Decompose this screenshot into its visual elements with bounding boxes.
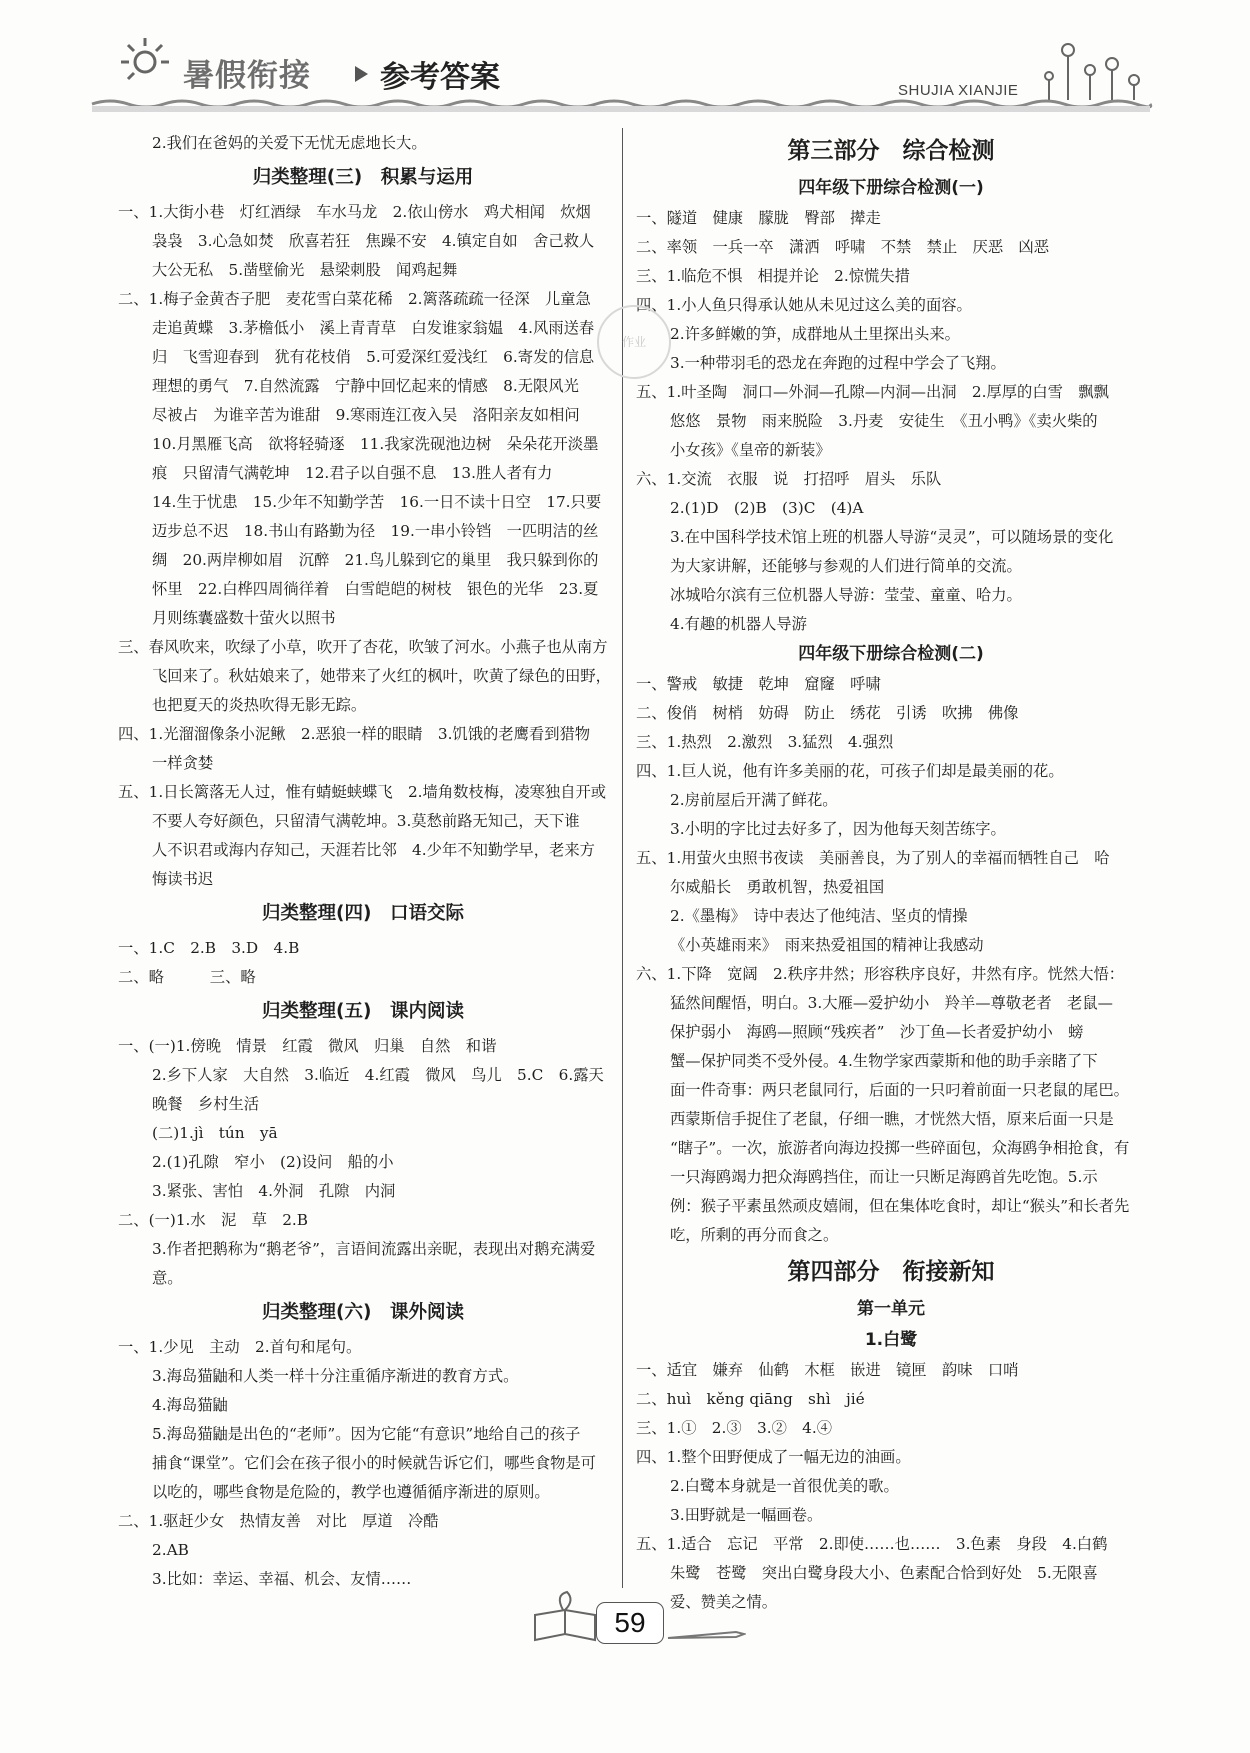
answer-line: 小女孩》《皇帝的新装》 <box>670 441 831 459</box>
answer-line: 一、(一)1.傍晚 情景 红霞 微风 归巢 自然 和谐 <box>118 1037 497 1055</box>
answer-line: 3.紧张、害怕 4.外洞 孔隙 内洞 <box>152 1182 396 1200</box>
answer-line: 2.许多鲜嫩的笋，成群地从土里探出头来。 <box>670 325 960 343</box>
answer-line: 3.作者把鹅称为“鹅老爷”，言语间流露出亲昵，表现出对鹅充满爱 <box>152 1240 596 1258</box>
section-heading: 第一单元 <box>857 1299 925 1319</box>
answer-line: 绸 20.两岸柳如眉 沉醉 21.鸟儿躲到它的巢里 我只躲到你的 <box>152 551 599 569</box>
answer-line: 悠悠 景物 雨来脱险 3.丹麦 安徒生 《丑小鸭》《卖火柴的 <box>670 412 1098 430</box>
answer-line: 3.一种带羽毛的恐龙在奔跑的过程中学会了飞翔。 <box>670 354 1006 372</box>
answer-line: 2.我们在爸妈的关爱下无忧无虑地长大。 <box>152 134 427 152</box>
sun-icon <box>121 38 169 79</box>
answer-line: 14.生于忧患 15.少年不知勤学苦 16.一日不读十日空 17.只要 <box>152 493 602 511</box>
section-heading: 四年级下册综合检测(二) <box>798 644 984 664</box>
answer-line: 理想的勇气 7.自然流露 宁静中回忆起来的情感 8.无限风光 <box>152 377 579 395</box>
answer-line: 一、1.C 2.B 3.D 4.B <box>118 939 300 957</box>
answer-line: 2.(1)D (2)B (3)C (4)A <box>670 499 864 517</box>
answer-line: 例：猴子平素虽然顽皮嬉闹，但在集体吃食时，却让“猴头”和长者先 <box>670 1197 1130 1215</box>
section-heading: 归类整理(三) 积累与运用 <box>252 167 474 188</box>
section-title: 参考答案 <box>380 60 500 95</box>
section-heading: 第四部分 衔接新知 <box>787 1259 995 1285</box>
answer-line: 六、1.下降 宽阔 2.秩序井然；形容秩序良好，井然有序。恍然大悟： <box>636 965 1125 983</box>
answer-line: 2.(1)孔隙 窄小 (2)设问 船的小 <box>152 1153 394 1171</box>
answer-line: 怀里 22.白桦四周徜徉着 白雪皑皑的树枝 银色的光华 23.夏 <box>152 580 599 598</box>
answer-line: 三、1.热烈 2.激烈 3.猛烈 4.强烈 <box>636 733 894 751</box>
answer-line: 二、率领 一兵一卒 潇洒 呼啸 不禁 禁止 厌恶 凶恶 <box>636 238 1050 256</box>
answer-line: 一、警戒 敏捷 乾坤 窟窿 呼啸 <box>636 675 881 693</box>
answer-line: 2.白鹭本身就是一首很优美的歌。 <box>670 1477 899 1495</box>
answer-line: 一、隧道 健康 朦胧 臀部 撵走 <box>636 209 881 227</box>
answer-line: 悔读书迟 <box>152 870 214 888</box>
answer-line: 一、1.大街小巷 灯红酒绿 车水马龙 2.依山傍水 鸡犬相闻 炊烟 <box>118 203 591 221</box>
answer-line: 不要人夸好颜色，只留清气满乾坤。3.莫愁前路无知己，天下谁 <box>152 812 580 830</box>
answer-line: 走追黄蝶 3.茅檐低小 溪上青青草 白发谁家翁媪 4.风雨送春 <box>152 319 595 337</box>
answer-line: 袅袅 3.心急如焚 欣喜若狂 焦躁不安 4.镇定自如 舍己救人 <box>152 232 595 250</box>
answer-line: 晚餐 乡村生活 <box>152 1095 260 1113</box>
answer-line: (二)1.jì tún yā <box>152 1124 278 1142</box>
answer-line: 吃，所剩的再分而食之。 <box>670 1226 839 1244</box>
right-column <box>636 129 1146 1617</box>
answer-line: 二、(一)1.水 泥 草 2.B <box>118 1211 309 1229</box>
answer-line: 捕食“课堂”。它们会在孩子很小的时候就告诉它们，哪些食物是可 <box>152 1454 596 1472</box>
answer-line: 《小英雄雨来》 雨来热爱祖国的精神让我感动 <box>670 936 984 954</box>
answer-line: 3.小明的字比过去好多了，因为他每天刻苦练字。 <box>670 820 1006 838</box>
answer-line: 一只海鸥竭力把众海鸥挡住，而让一只断足海鸥首先吃饱。5.示 <box>670 1168 1098 1186</box>
answer-line: 猛然间醒悟，明白。3.大雁—爱护幼小 羚羊—尊敬老者 老鼠— <box>670 994 1113 1012</box>
answer-line: 三、1.临危不惧 相提并论 2.惊慌失措 <box>636 267 910 285</box>
section-heading: 第三部分 综合检测 <box>787 138 995 164</box>
answer-line: 二、1.梅子金黄杏子肥 麦花雪白菜花稀 2.篱落疏疏一径深 儿童急 <box>118 290 591 308</box>
answer-line: 2.乡下人家 大自然 3.临近 4.红霞 微风 鸟儿 5.C 6.露天 <box>152 1066 604 1084</box>
answer-line: 爱、赞美之情。 <box>670 1593 778 1611</box>
pencil-icon <box>666 1624 746 1644</box>
left-column <box>118 129 611 1594</box>
answer-line: 人不识君或海内存知己，天涯若比邻 4.少年不知勤学早，老来方 <box>152 841 595 859</box>
section-heading: 归类整理(六) 课外阅读 <box>262 1302 464 1323</box>
section-heading: 1.白鹭 <box>864 1330 918 1350</box>
brand-title: 暑假衔接 <box>183 58 311 94</box>
section-heading: 归类整理(四) 口语交际 <box>262 903 464 924</box>
answer-line: 10.月黑雁飞高 欲将轻骑逐 11.我家洗砚池边树 朵朵花开淡墨 <box>152 435 599 453</box>
arrow-icon <box>355 66 368 82</box>
answer-line: 四、1.小人鱼只得承认她从未见过这么美的面容。 <box>636 296 972 314</box>
answer-line: 飞回来了。秋姑娘来了，她带来了火红的枫叶，吹黄了绿色的田野， <box>152 667 611 685</box>
answer-line: 痕 只留清气满乾坤 12.君子以自强不息 13.胜人者有力 <box>152 464 553 482</box>
answer-line: 一、1.少见 主动 2.首句和尾句。 <box>118 1338 362 1356</box>
answer-line: 朱鹭 苍鹭 突出白鹭身段大小、色素配合恰到好处 5.无限喜 <box>670 1564 1098 1582</box>
answer-line: 意。 <box>152 1269 183 1287</box>
answer-line: 归 飞雪迎春到 犹有花枝俏 5.可爱深红爱浅红 6.寄发的信息 <box>152 348 595 366</box>
answer-line: 2.房前屋后开满了鲜花。 <box>670 791 838 809</box>
answer-line: 2.AB <box>152 1541 189 1559</box>
brand-latin: SHUJIA XIANJIE <box>898 82 1019 99</box>
page-number: 59 <box>596 1602 664 1644</box>
section-heading: 四年级下册综合检测(一) <box>798 178 984 198</box>
answer-line: 3.比如：幸运、幸福、机会、友情…… <box>152 1570 412 1588</box>
answer-line: 六、1.交流 衣服 说 打招呼 眉头 乐队 <box>636 470 942 488</box>
answer-line: 五、1.叶圣陶 洞口—外洞—孔隙—内洞—出洞 2.厚厚的白雪 飘飘 <box>636 383 1109 401</box>
answer-line: 蟹—保护同类不受外侵。4.生物学家西蒙斯和他的助手亲睹了下 <box>670 1052 1098 1070</box>
answer-line: 五、1.适合 忘记 平常 2.即使……也…… 3.色素 身段 4.白鹤 <box>636 1535 1108 1553</box>
answer-line: 保护弱小 海鸥—照顾“残疾者” 沙丁鱼—长者爱护幼小 螃 <box>670 1023 1084 1041</box>
answer-line: 二、略 三、略 <box>118 968 256 986</box>
answer-line: 二、俊俏 树梢 妨碍 防止 绣花 引诱 吹拂 佛像 <box>636 704 1019 722</box>
answer-line: 月则练囊盛数十萤火以照书 <box>152 609 336 627</box>
answer-line: 一、适宜 嫌弃 仙鹤 木框 嵌进 镜匣 韵味 口哨 <box>636 1361 1019 1379</box>
answer-line: 尔威船长 勇敢机智，热爱祖国 <box>670 878 885 896</box>
answer-line: 冰城哈尔滨有三位机器人导游：莹莹、童童、哈力。 <box>670 586 1022 604</box>
answer-line: 四、1.整个田野便成了一幅无边的油画。 <box>636 1448 911 1466</box>
answer-line: 4.有趣的机器人导游 <box>670 615 807 633</box>
section-heading: 归类整理(五) 课内阅读 <box>262 1001 464 1022</box>
answer-line: 大公无私 5.凿壁偷光 悬梁刺股 闻鸡起舞 <box>152 261 458 279</box>
answer-line: 五、1.用萤火虫照书夜读 美丽善良，为了别人的幸福而牺牲自己 哈 <box>636 849 1110 867</box>
answer-line: 二、1.驱赶少女 热情友善 对比 厚道 冷酷 <box>118 1512 439 1530</box>
flower-icon <box>1045 44 1139 100</box>
answer-line: 五、1.日长篱落无人过，惟有蜻蜓蛱蝶飞 2.墙角数枝梅，凌寒独自开或 <box>118 783 607 801</box>
answer-line: 3.在中国科学技术馆上班的机器人导游“灵灵”，可以随场景的变化 <box>670 528 1114 546</box>
answer-line: 以吃的，哪些食物是危险的，教学也遵循循序渐进的原则。 <box>152 1483 550 1501</box>
answer-line: 2.《墨梅》 诗中表达了他纯洁、坚贞的情操 <box>670 907 968 925</box>
answer-line: 面一件奇事：两只老鼠同行，后面的一只叼着前面一只老鼠的尾巴。 <box>670 1081 1129 1099</box>
answer-line: 为大家讲解，还能够与参观的人们进行简单的交流。 <box>670 557 1022 575</box>
answer-line: 四、1.巨人说，他有许多美丽的花，可孩子们却是最美丽的花。 <box>636 762 1064 780</box>
answer-line: 4.海岛猫鼬 <box>152 1396 228 1414</box>
answer-line: 3.田野就是一幅画卷。 <box>670 1506 823 1524</box>
page-header <box>0 0 1250 115</box>
answer-line: “瞎子”。一次，旅游者向海边投掷一些碎面包，众海鸥争相抢食，有 <box>670 1139 1130 1157</box>
answer-line: 迈步总不迟 18.书山有路勤为径 19.一串小铃铛 一匹明洁的丝 <box>152 522 599 540</box>
answer-line: 四、1.光溜溜像条小泥鳅 2.恶狼一样的眼睛 3.饥饿的老鹰看到猎物 <box>118 725 591 743</box>
answer-line: 二、huì kěng qiāng shì jié <box>636 1390 865 1408</box>
answer-line: 也把夏天的炎热吹得无影无踪。 <box>152 696 367 714</box>
answer-line: 三、1.① 2.③ 3.② 4.④ <box>636 1419 833 1437</box>
answer-line: 尽被占 为谁辛苦为谁甜 9.寒雨连江夜入吴 洛阳亲友如相问 <box>152 406 580 424</box>
answer-line: 3.海岛猫鼬和人类一样十分注重循序渐进的教育方式。 <box>152 1367 519 1385</box>
answer-line: 三、春风吹来，吹绿了小草，吹开了杏花，吹皱了河水。小燕子也从南方 <box>118 638 608 656</box>
watermark-stamp: 作业 <box>597 305 671 379</box>
answer-line: 5.海岛猫鼬是出色的“老师”。因为它能“有意识”地给自己的孩子 <box>152 1425 581 1443</box>
answer-line: 西蒙斯信手捉住了老鼠，仔细一瞧，才恍然大悟，原来后面一只是 <box>670 1110 1114 1128</box>
answer-line: 一样贪婪 <box>152 754 214 772</box>
